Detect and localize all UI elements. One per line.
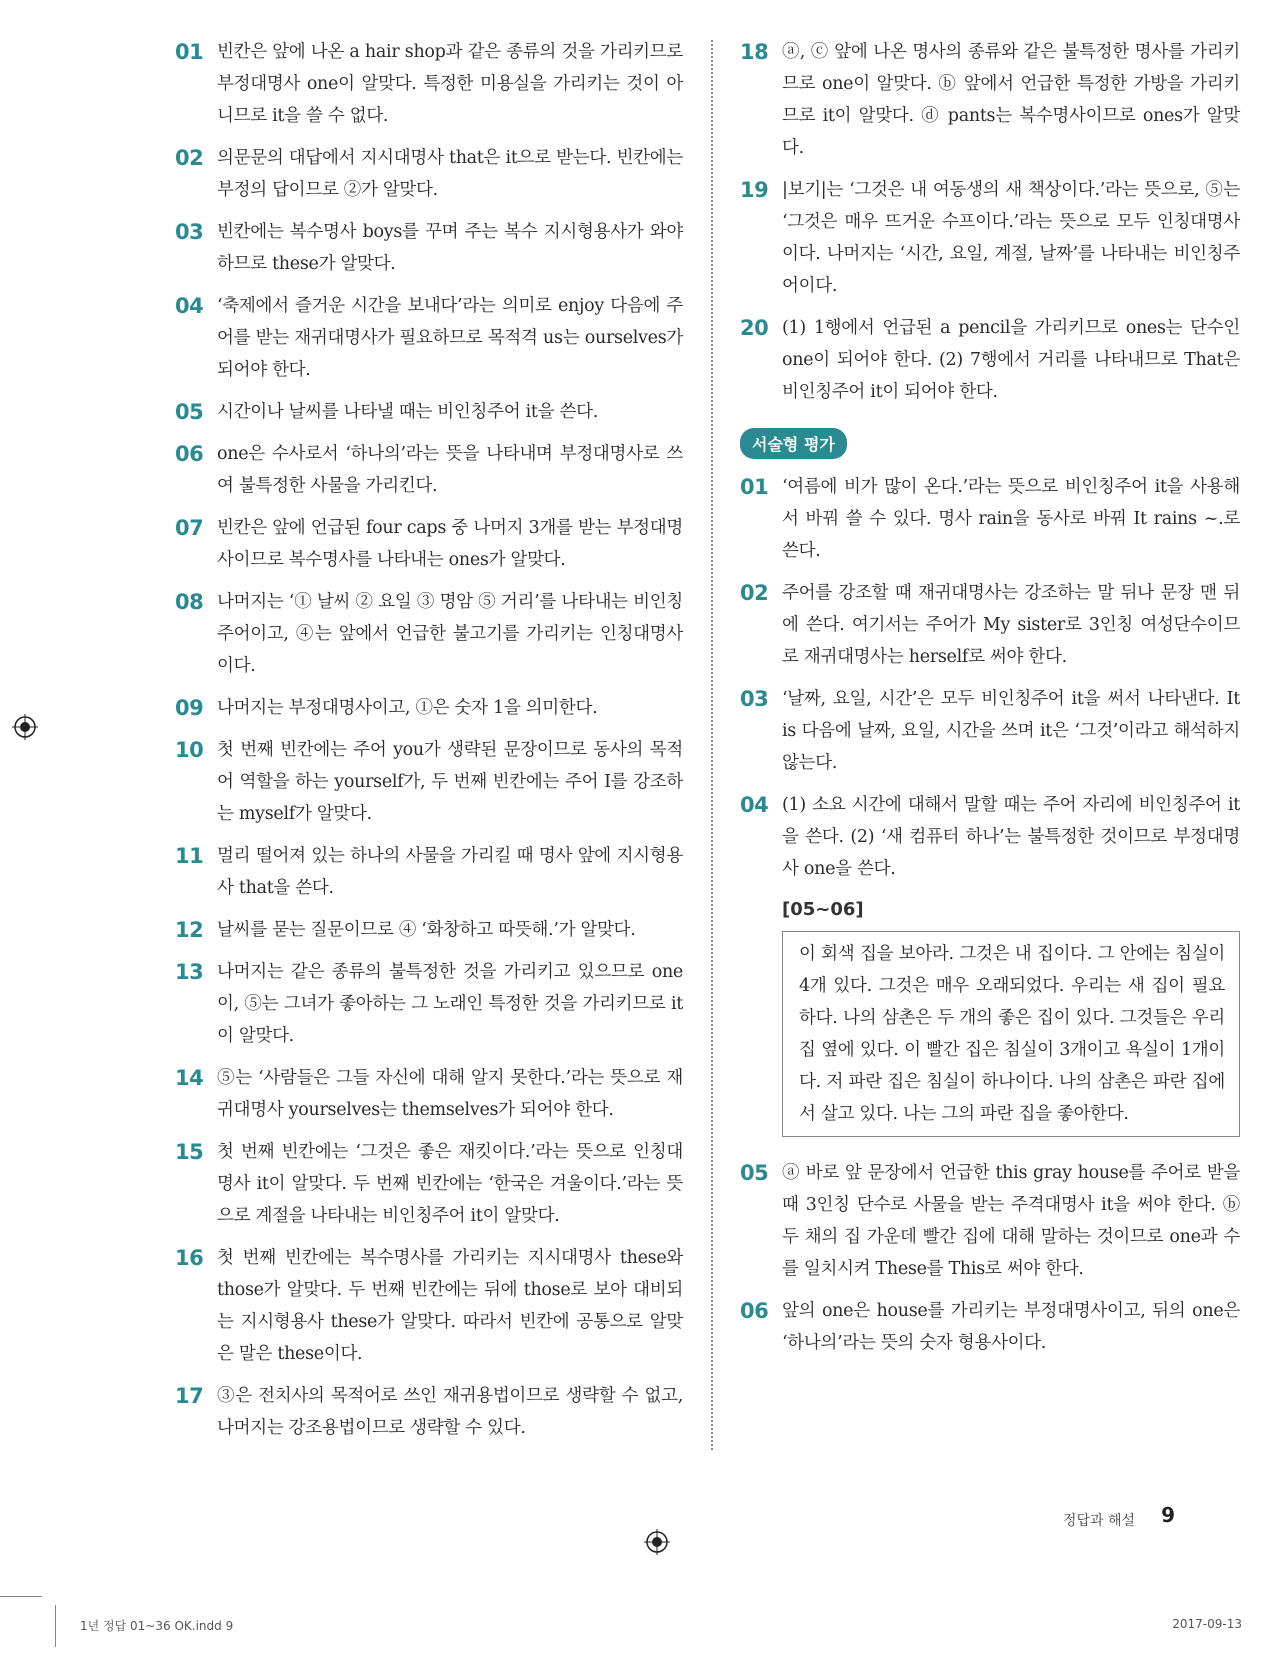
answer-item	[175, 396, 683, 428]
answer-item	[175, 586, 683, 682]
answer-number: 05	[740, 1161, 769, 1185]
answer-item	[740, 36, 1240, 164]
registration-mark-icon	[644, 1529, 670, 1555]
answer-text: ⓐ 바로 앞 문장에서 언급한 this gray house를 주어로 받을 때 3인칭 단수로 사물을 받는 주격대명사 it을 써야 한다. ⓑ 두 채의 집 가운데 빨간 집에 대해 말하는 것이므로 one과 수를 일치시켜 These를 This로 써야 한다.	[782, 1163, 1240, 1279]
section-title-badge: 서술형 평가	[740, 428, 847, 459]
answer-item	[175, 840, 683, 904]
answer-text: 첫 번째 빈칸에는 복수명사를 가리키는 지시대명사 these와 those가 알맞다. 두 번째 빈칸에는 뒤에 those로 보아 대비되는 지시형용사 these가 알맞다. 따라서 빈칸에 공통으로 알맞은 말은 these이다.	[217, 1248, 683, 1364]
answer-item	[740, 471, 1240, 567]
answer-list-right	[740, 36, 1240, 408]
answer-text: |보기|는 ‘그것은 내 여동생의 새 책상이다.’라는 뜻으로, ⑤는 ‘그것은 매우 뜨거운 수프이다.’라는 뜻으로 모두 인칭대명사이다. 나머지는 ‘시간, 요일, 계절, 날짜’를 나타내는 비인칭주어이다.	[782, 180, 1240, 296]
answer-number: 12	[175, 918, 204, 942]
answer-number: 19	[740, 178, 769, 202]
answer-item	[740, 683, 1240, 779]
answer-item	[175, 142, 683, 206]
answer-item	[175, 438, 683, 502]
answer-text: 날씨를 묻는 질문이므로 ④ ‘화창하고 따뜻해.’가 알맞다.	[217, 920, 636, 940]
footer-label: 정답과 해설	[1062, 1513, 1135, 1529]
answer-number: 06	[740, 1299, 769, 1323]
essay-answer-list	[740, 471, 1240, 885]
answer-text: 나머지는 부정대명사이고, ①은 숫자 1을 의미한다.	[217, 698, 598, 718]
answer-item	[740, 1295, 1240, 1359]
answer-text: 시간이나 날씨를 나타낼 때는 비인칭주어 it을 쓴다.	[217, 402, 598, 422]
right-column	[740, 36, 1240, 1369]
answer-text: 멀리 떨어져 있는 하나의 사물을 가리킬 때 명사 앞에 지시형용사 that을 쓴다.	[217, 846, 683, 898]
passage-box: 이 회색 집을 보아라. 그것은 내 집이다. 그 안에는 침실이 4개 있다. 그것은 매우 오래되었다. 우리는 새 집이 필요하다. 나의 삼촌은 두 개의 좋은 집이 있다. 그것들은 우리 집 옆에 있다. 이 빨간 집은 침실이 3개이고 욕실이 1개이다. 저 파란 집은 침실이 하나이다. 나의 삼촌은 파란 집에서 살고 있다. 나는 그의 파란 집을 좋아한다.	[782, 931, 1240, 1137]
answer-text: ‘축제에서 즐거운 시간을 보내다’라는 의미로 enjoy 다음에 주어를 받는 재귀대명사가 필요하므로 목적격 us는 ourselves가 되어야 한다.	[217, 296, 683, 380]
answer-number: 15	[175, 1140, 204, 1164]
answer-number: 09	[175, 696, 204, 720]
answer-number: 11	[175, 844, 204, 868]
answer-text: ‘날짜, 요일, 시간’은 모두 비인칭주어 it을 써서 나타낸다. It is 다음에 날짜, 요일, 시간을 쓰며 it은 ‘그것’이라고 해석하지 않는다.	[782, 689, 1240, 773]
answer-text: ‘여름에 비가 많이 온다.’라는 뜻으로 비인칭주어 it을 사용해서 바꿔 쓸 수 있다. 명사 rain을 동사로 바꿔 It rains ~.로 쓴다.	[782, 477, 1240, 561]
answer-number: 08	[175, 590, 204, 614]
print-slug-filename: 1년 정답 01~36 OK.indd 9	[80, 1619, 234, 1633]
answer-number: 01	[175, 40, 204, 64]
answer-text: 앞의 one은 house를 가리키는 부정대명사이고, 뒤의 one은 ‘하나의’라는 뜻의 숫자 형용사이다.	[782, 1301, 1240, 1353]
answer-number: 14	[175, 1066, 204, 1090]
answer-text: 나머지는 같은 종류의 불특정한 것을 가리키고 있으므로 one이, ⑤는 그녀가 좋아하는 그 노래인 특정한 것을 가리키므로 it이 알맞다.	[217, 962, 683, 1046]
answer-number: 03	[740, 687, 769, 711]
print-slug-date: 2017-09-13	[1172, 1617, 1242, 1631]
answer-number: 02	[175, 146, 204, 170]
answer-item	[175, 290, 683, 386]
answer-text: ⓐ, ⓒ 앞에 나온 명사의 종류와 같은 불특정한 명사를 가리키므로 one이 알맞다. ⓑ 앞에서 언급한 특정한 가방을 가리키므로 it이 알맞다. ⓓ pants는 복수명사이므로 ones가 알맞다.	[782, 42, 1240, 158]
answer-number: 18	[740, 40, 769, 64]
answer-text: 나머지는 ‘① 날씨 ② 요일 ③ 명암 ⑤ 거리’를 나타내는 비인칭주어이고, ④는 앞에서 언급한 불고기를 가리키는 인칭대명사이다.	[217, 592, 683, 676]
answer-item	[175, 36, 683, 132]
answer-number: 17	[175, 1384, 204, 1408]
answer-item	[175, 1380, 683, 1444]
answer-item	[175, 1242, 683, 1370]
answer-item	[740, 1157, 1240, 1285]
answer-text: ⑤는 ‘사람들은 그들 자신에 대해 알지 못한다.’라는 뜻으로 재귀대명사 yourselves는 themselves가 되어야 한다.	[217, 1068, 683, 1120]
answer-text: 빈칸은 앞에 나온 a hair shop과 같은 종류의 것을 가리키므로 부정대명사 one이 알맞다. 특정한 미용실을 가리키는 것이 아니므로 it을 쓸 수 없다.	[217, 42, 683, 126]
answer-text: 첫 번째 빈칸에는 주어 you가 생략된 문장이므로 동사의 목적어 역할을 하는 yourself가, 두 번째 빈칸에는 주어 I를 강조하는 myself가 알맞다.	[217, 740, 683, 824]
answer-item	[740, 312, 1240, 408]
answer-text: 빈칸은 앞에 언급된 four caps 중 나머지 3개를 받는 부정대명사이므로 복수명사를 나타내는 ones가 알맞다.	[217, 518, 683, 570]
answer-item	[740, 789, 1240, 885]
answer-text: (1) 1행에서 언급된 a pencil을 가리키므로 ones는 단수인 one이 되어야 한다. (2) 7행에서 거리를 나타내므로 That은 비인칭주어 it이 되어야 한다.	[782, 318, 1240, 402]
answer-number: 16	[175, 1246, 204, 1270]
page-number: 9	[1161, 1503, 1175, 1527]
answer-number: 07	[175, 516, 204, 540]
answer-number: 20	[740, 316, 769, 340]
answer-text: one은 수사로서 ‘하나의’라는 뜻을 나타내며 부정대명사로 쓰여 불특정한 사물을 가리킨다.	[217, 444, 683, 496]
answer-number: 04	[740, 793, 769, 817]
crop-mark-horizontal	[0, 1596, 42, 1597]
answer-number: 04	[175, 294, 204, 318]
answer-item	[175, 734, 683, 830]
registration-mark-icon	[12, 714, 38, 740]
answer-item	[740, 174, 1240, 302]
answer-text: 주어를 강조할 때 재귀대명사는 강조하는 말 뒤나 문장 맨 뒤에 쓴다. 여기서는 주어가 My sister로 3인칭 여성단수이므로 재귀대명사는 herself로 써야 한다.	[782, 583, 1240, 667]
answer-item	[175, 692, 683, 724]
answer-number: 10	[175, 738, 204, 762]
answer-number: 06	[175, 442, 204, 466]
answer-text: ③은 전치사의 목적어로 쓰인 재귀용법이므로 생략할 수 없고, 나머지는 강조용법이므로 생략할 수 있다.	[217, 1386, 683, 1438]
answer-item	[740, 577, 1240, 673]
answer-item	[175, 914, 683, 946]
crop-mark-vertical	[55, 1605, 56, 1647]
answer-number: 01	[740, 475, 769, 499]
answer-number: 05	[175, 400, 204, 424]
answer-text: 빈칸에는 복수명사 boys를 꾸며 주는 복수 지시형용사가 와야 하므로 these가 알맞다.	[217, 222, 683, 274]
answer-text: 첫 번째 빈칸에는 ‘그것은 좋은 재킷이다.’라는 뜻으로 인칭대명사 it이 알맞다. 두 번째 빈칸에는 ‘한국은 겨울이다.’라는 뜻으로 계절을 나타내는 비인칭주어 it이 알맞다.	[217, 1142, 683, 1226]
answer-text: 의문문의 대답에서 지시대명사 that은 it으로 받는다. 빈칸에는 부정의 답이므로 ②가 알맞다.	[217, 148, 683, 200]
answer-item	[175, 216, 683, 280]
answer-item	[175, 956, 683, 1052]
answer-item	[175, 1062, 683, 1126]
answer-number: 02	[740, 581, 769, 605]
answer-number: 13	[175, 960, 204, 984]
answer-number: 03	[175, 220, 204, 244]
passage-label: [05~06]	[782, 899, 864, 920]
left-column	[175, 36, 683, 1454]
answer-item	[175, 512, 683, 576]
essay-answer-list-continued	[740, 1157, 1240, 1359]
answer-item	[175, 1136, 683, 1232]
column-divider	[711, 40, 713, 1450]
answer-text: (1) 소요 시간에 대해서 말할 때는 주어 자리에 비인칭주어 it을 쓴다. (2) ‘새 컴퓨터 하나’는 불특정한 것이므로 부정대명사 one을 쓴다.	[782, 795, 1240, 879]
